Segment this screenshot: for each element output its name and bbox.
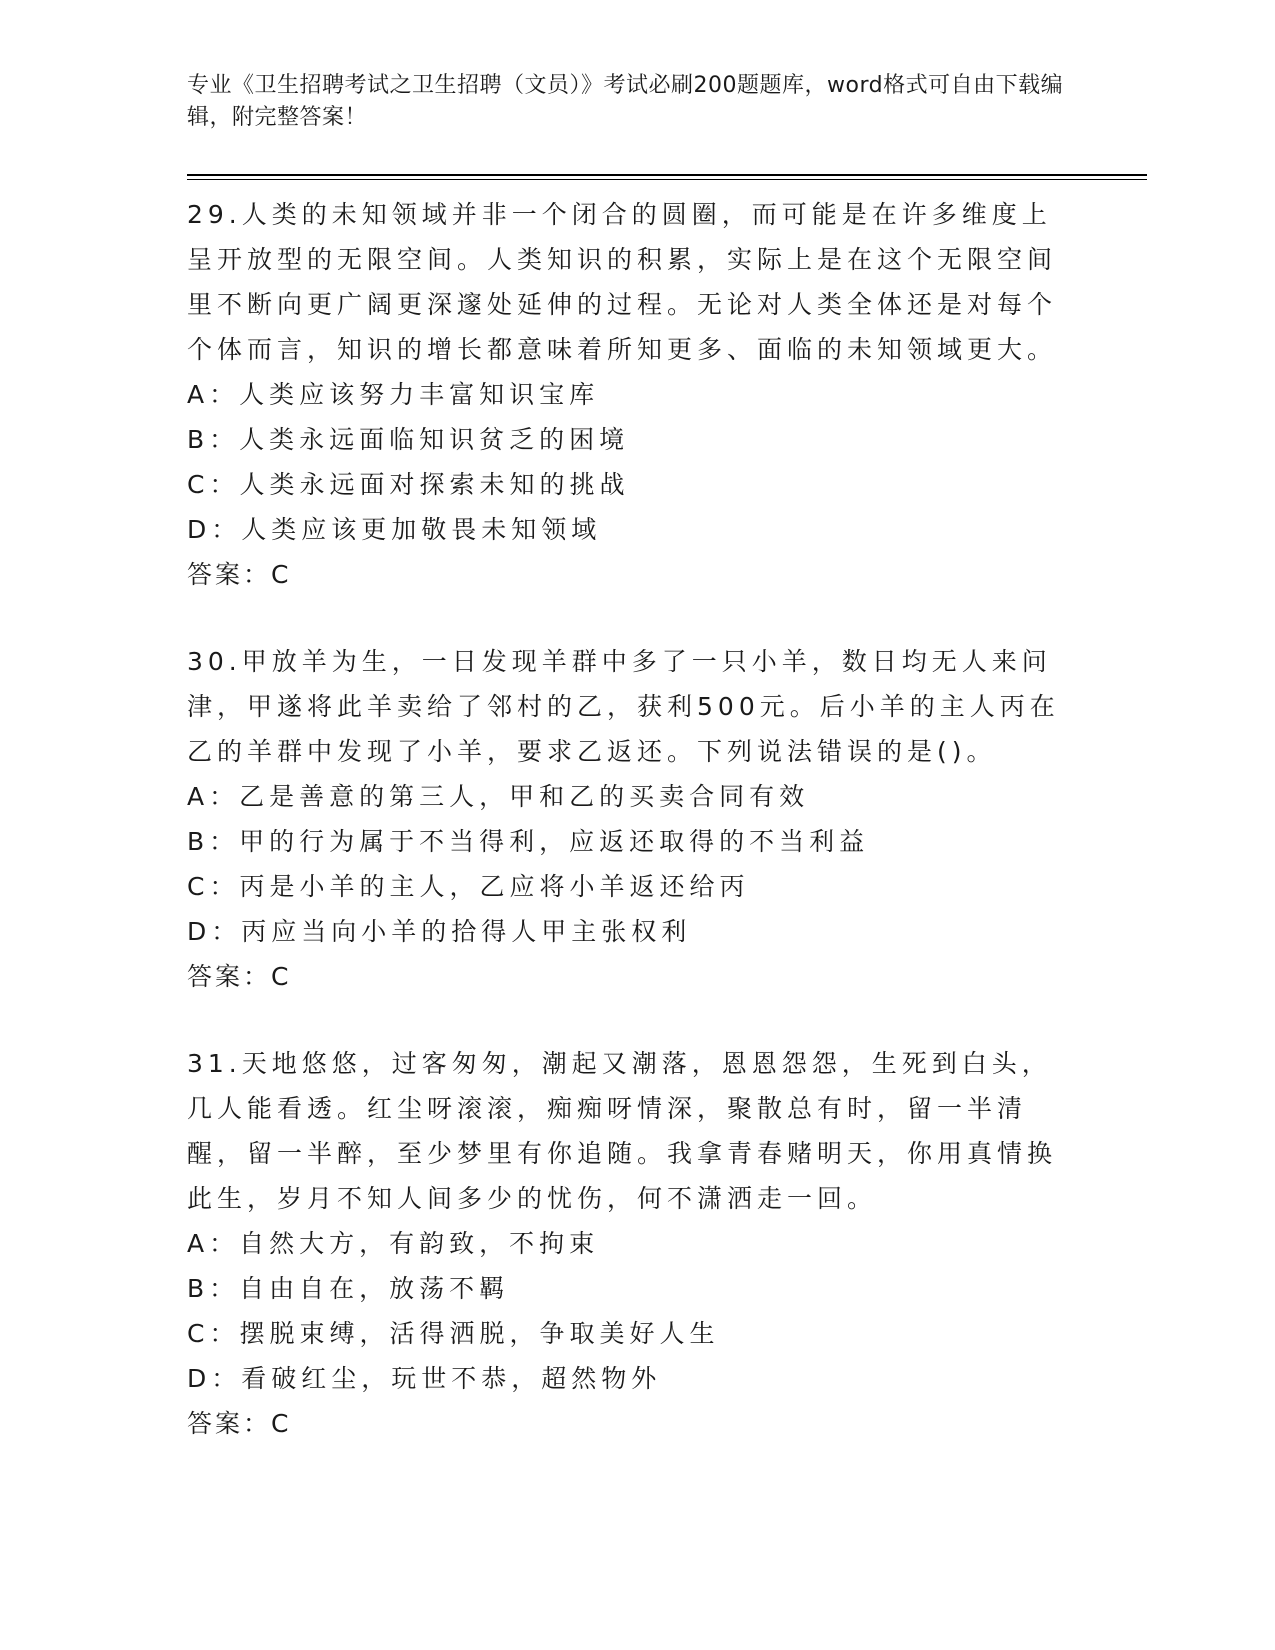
- question-31: [187, 1041, 1107, 1446]
- option-a: A：乙是善意的第三人，甲和乙的买卖合同有效: [187, 782, 810, 811]
- option-d: D：看破红尘，玩世不恭，超然物外: [187, 1364, 662, 1393]
- option-c: C：人类永远面对探索未知的挑战: [187, 470, 630, 499]
- question-text: 31.天地悠悠，过客匆匆，潮起又潮落，恩恩怨怨，生死到白头，几人能看透。红尘呀滚滚，痴痴呀情深，聚散总有时，留一半清醒，留一半醉，至少梦里有你追随。我拿青春赌明天，你用真情换此生，岁月不知人间多少的忧伤，何不潇洒走一回。: [187, 1049, 1058, 1213]
- option-a: A：人类应该努力丰富知识宝库: [187, 380, 600, 409]
- answer: 答案：C: [187, 560, 292, 589]
- answer: 答案：C: [187, 962, 292, 991]
- question-30: [187, 639, 1107, 999]
- option-c: C：摆脱束缚，活得洒脱，争取美好人生: [187, 1319, 720, 1348]
- option-b: B：自由自在，放荡不羁: [187, 1274, 510, 1303]
- option-d: D：丙应当向小羊的拾得人甲主张权利: [187, 917, 692, 946]
- document-header: 专业《卫生招聘考试之卫生招聘（文员）》考试必刷200题题库，word格式可自由下载编辑，附完整答案！: [187, 73, 1064, 130]
- document-page: [187, 70, 1107, 1446]
- answer: 答案：C: [187, 1409, 292, 1438]
- option-b: B：人类永远面临知识贫乏的困境: [187, 425, 630, 454]
- question-text: 29.人类的未知领域并非一个闭合的圆圈，而可能是在许多维度上呈开放型的无限空间。人类知识的积累，实际上是在这个无限空间里不断向更广阔更深邃处延伸的过程。无论对人类全体还是对每个个体而言，知识的增长都意味着所知更多、面临的未知领域更大。: [187, 200, 1058, 364]
- header-divider: [187, 174, 1147, 180]
- option-b: B：甲的行为属于不当得利，应返还取得的不当利益: [187, 827, 870, 856]
- question-29: [187, 192, 1107, 597]
- option-d: D：人类应该更加敬畏未知领域: [187, 515, 602, 544]
- option-a: A：自然大方，有韵致，不拘束: [187, 1229, 600, 1258]
- question-text: 30.甲放羊为生，一日发现羊群中多了一只小羊，数日均无人来问津，甲遂将此羊卖给了邻村的乙，获利500元。后小羊的主人丙在乙的羊群中发现了小羊，要求乙返还。下列说法错误的是()。: [187, 647, 1060, 766]
- option-c: C：丙是小羊的主人，乙应将小羊返还给丙: [187, 872, 750, 901]
